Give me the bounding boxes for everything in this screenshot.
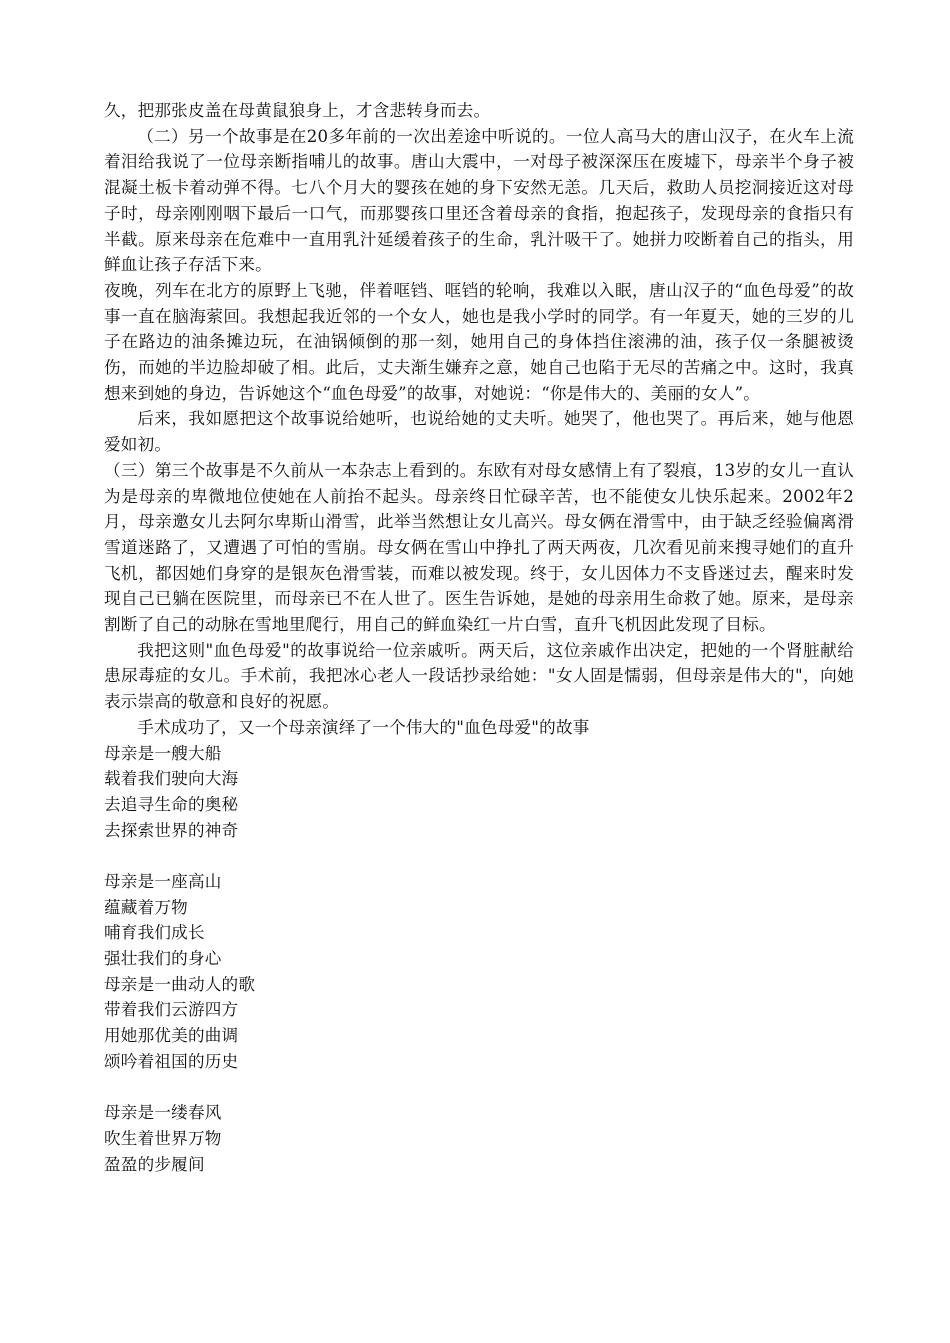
paragraph-continuation: 久，把那张皮盖在母黄鼠狼身上，才含悲转身而去。 — [104, 101, 491, 120]
stanza-spacer — [104, 843, 854, 869]
poem-line: 去追寻生命的奥秘 — [104, 794, 239, 814]
poem-stanza-2 — [104, 869, 854, 1075]
poem-line: 母亲是一艘大船 — [104, 743, 222, 763]
poem-line: 母亲是一座高山 — [104, 872, 222, 892]
paragraph-kidney-donation: 我把这则"血色母爱"的故事说给一位亲戚听。两天后，这位亲戚作出决定，把她的一个肾脏献给患尿毒症的女儿。手术前，我把冰心老人一段话抄录给她："女人固是懦弱，但母亲是伟大的"，向她表示崇高的敬意和良好的祝愿。 — [104, 640, 854, 712]
poem-line: 母亲是一曲动人的歌 — [104, 974, 256, 994]
poem-line: 强壮我们的身心 — [104, 949, 222, 969]
paragraph-reconciliation: 后来，我如愿把这个故事说给她听，也说给她的丈夫听。她哭了，他也哭了。再后来，她与他恩爱如初。 — [104, 409, 854, 455]
poem-line: 母亲是一缕春风 — [104, 1103, 222, 1123]
paragraph-train-night: 夜晚，列车在北方的原野上飞驰，伴着哐铛、哐铛的轮响，我难以入眠，唐山汉子的“血色母爱”的故事一直在脑海萦回。我想起我近邻的一个女人，她也是我小学时的同学。有一年夏天，她的三岁的儿子在路边的油条摊边玩，在油锅倾倒的那一刻，她用自己的身体挡住滚沸的油，孩子仅一条腿被烫伤，而她的半边脸却破了相。此后，丈夫渐生嫌弃之意，她自己也陷于无尽的苦痛之中。这时，我真想来到她的身边，告诉她这个“血色母爱”的故事，对她说：“你是伟大的、美丽的女人”。 — [104, 280, 854, 403]
stanza-spacer — [104, 1075, 854, 1101]
document-body — [104, 98, 854, 1177]
paragraph-story-two: （二）另一个故事是在20多年前的一次出差途中听说的。一位人高马大的唐山汉子，在火车上流着泪给我说了一位母亲断指哺儿的故事。唐山大震中，一对母子被深深压在废墟下，母亲半个身子被混凝土板卡着动弹不得。七八个月大的婴孩在她的身下安然无恙。几天后，救助人员挖洞接近这对母子时，母亲刚刚咽下最后一口气，而那婴孩口里还含着母亲的食指，抱起孩子，发现母亲的食指只有半截。原来母亲在危难中一直用乳汁延缓着孩子的生命，乳汁吸干了。她拼力咬断着自己的指头，用鲜血让孩子存活下来。 — [104, 126, 854, 275]
poem-stanza-1 — [104, 741, 854, 844]
poem-line: 去探索世界的神奇 — [104, 820, 239, 840]
poem-line: 用她那优美的曲调 — [104, 1026, 239, 1046]
poem — [104, 741, 854, 1178]
paragraph-surgery-success: 手术成功了，又一个母亲演绎了一个伟大的"血色母爱"的故事 — [137, 717, 590, 737]
poem-line: 载着我们驶向大海 — [104, 769, 239, 789]
poem-line: 带着我们云游四方 — [104, 1000, 239, 1020]
poem-line: 盈盈的步履间 — [104, 1154, 205, 1174]
paragraph-story-three: （三）第三个故事是不久前从一本杂志上看到的。东欧有对母女感情上有了裂痕，13岁的女儿一直认为是母亲的卑微地位使她在人前抬不起头。母亲终日忙碌辛苦，也不能使女儿快乐起来。2002年2月，母亲邀女儿去阿尔卑斯山滑雪，此举当然想让女儿高兴。母女俩在滑雪中，由于缺乏经验偏离滑雪道迷路了，又遭遇了可怕的雪崩。母女俩在雪山中挣扎了两天两夜，几次看见前来搜寻她们的直升飞机，都因她们身穿的是银灰色滑雪装，而难以被发现。终于，女儿因体力不支昏迷过去，醒来时发现自己已躺在医院里，而母亲已不在人世了。医生告诉她，是她的母亲用生命救了她。原来，是母亲割断了自己的动脉在雪地里爬行，用自己的鲜血染红一片白雪，直升飞机因此发现了目标。 — [104, 460, 854, 635]
poem-line: 颂吟着祖国的历史 — [104, 1051, 239, 1071]
poem-stanza-3 — [104, 1100, 854, 1177]
poem-line: 蕴藏着万物 — [104, 897, 188, 917]
poem-line: 吹生着世界万物 — [104, 1128, 222, 1148]
poem-line: 哺育我们成长 — [104, 923, 205, 943]
